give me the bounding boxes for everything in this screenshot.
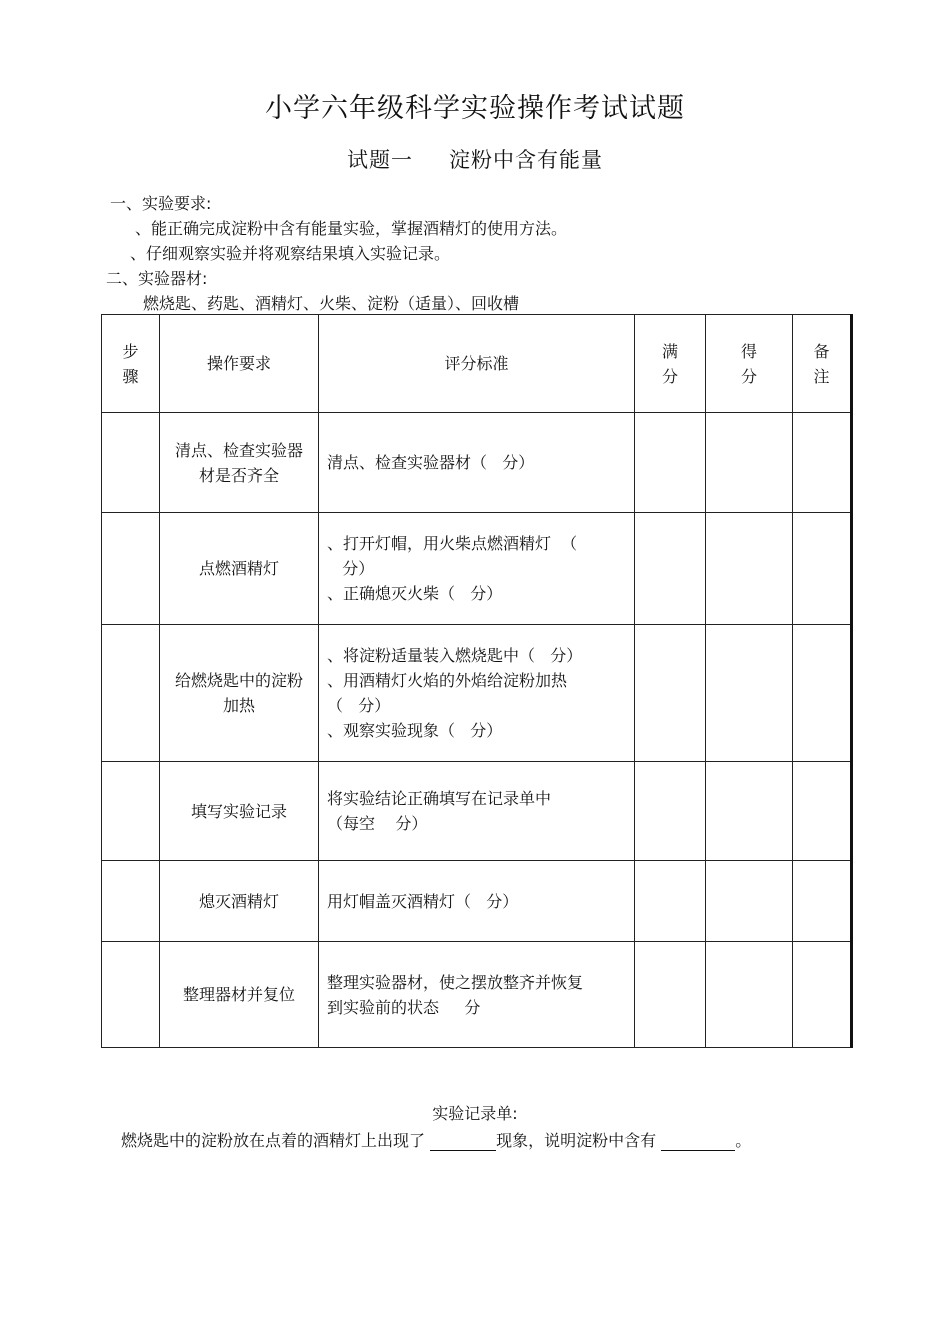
full-score-cell bbox=[635, 413, 706, 513]
score-cell[interactable] bbox=[706, 413, 793, 513]
criteria-cell: 整理实验器材，使之摆放整齐并恢复 到实验前的状态 分 bbox=[319, 942, 635, 1048]
note-cell[interactable] bbox=[793, 942, 852, 1048]
question-topic: 淀粉中含有能量 bbox=[449, 148, 603, 172]
materials-list: 燃烧匙、药匙、酒精灯、火柴、淀粉（适量）、回收槽 bbox=[143, 294, 520, 313]
table-row bbox=[102, 625, 852, 762]
operation-cell: 整理器材并复位 bbox=[160, 942, 319, 1048]
requirement-item-2: 、仔细观察实验并将观察结果填入实验记录。 bbox=[130, 244, 451, 263]
step-cell bbox=[102, 413, 160, 513]
step-cell bbox=[102, 513, 160, 625]
scoring-table bbox=[101, 314, 853, 1048]
table-header-row bbox=[102, 315, 852, 413]
exam-subtitle bbox=[0, 144, 950, 174]
header-operation: 操作要求 bbox=[160, 315, 319, 413]
record-blank-1[interactable] bbox=[430, 1132, 496, 1151]
record-text-1: 燃烧匙中的淀粉放在点着的酒精灯上出现了 bbox=[121, 1131, 426, 1150]
step-cell bbox=[102, 942, 160, 1048]
header-score: 得 分 bbox=[706, 315, 793, 413]
score-cell[interactable] bbox=[706, 942, 793, 1048]
operation-cell: 熄灭酒精灯 bbox=[160, 861, 319, 942]
record-text-2: 现象，说明淀粉中含有 bbox=[496, 1131, 657, 1150]
score-cell[interactable] bbox=[706, 513, 793, 625]
page-title: 小学六年级科学实验操作考试试题 bbox=[265, 93, 685, 124]
record-sheet-title: 实验记录单: bbox=[432, 1104, 518, 1123]
score-cell[interactable] bbox=[706, 625, 793, 762]
operation-cell: 清点、检查实验器材是否齐全 bbox=[160, 413, 319, 513]
table-row bbox=[102, 413, 852, 513]
table-row bbox=[102, 762, 852, 861]
record-blank-2[interactable] bbox=[661, 1132, 735, 1151]
table-row bbox=[102, 942, 852, 1048]
operation-cell: 填写实验记录 bbox=[160, 762, 319, 861]
question-number: 试题一 bbox=[347, 148, 413, 172]
full-score-cell bbox=[635, 861, 706, 942]
step-cell bbox=[102, 861, 160, 942]
step-cell bbox=[102, 762, 160, 861]
header-note: 备 注 bbox=[793, 315, 852, 413]
table-row bbox=[102, 513, 852, 625]
note-cell[interactable] bbox=[793, 861, 852, 942]
requirements-heading: 一、实验要求: bbox=[110, 194, 212, 213]
criteria-cell: 、打开灯帽，用火柴点燃酒精灯 （ 分） 、正确熄灭火柴（ 分） bbox=[319, 513, 635, 625]
header-full-score: 满 分 bbox=[635, 315, 706, 413]
score-cell[interactable] bbox=[706, 762, 793, 861]
note-cell[interactable] bbox=[793, 762, 852, 861]
header-step: 步 骤 bbox=[102, 315, 160, 413]
record-sentence bbox=[121, 1128, 751, 1151]
note-cell[interactable] bbox=[793, 413, 852, 513]
criteria-cell: 清点、检查实验器材（ 分） bbox=[319, 413, 635, 513]
operation-cell: 点燃酒精灯 bbox=[160, 513, 319, 625]
operation-cell: 给燃烧匙中的淀粉加热 bbox=[160, 625, 319, 762]
criteria-cell: 、将淀粉适量装入燃烧匙中（ 分） 、用酒精灯火焰的外焰给淀粉加热 （ 分） 、观察实验现象（ 分） bbox=[319, 625, 635, 762]
table-row bbox=[102, 861, 852, 942]
record-text-3: 。 bbox=[735, 1131, 752, 1150]
note-cell[interactable] bbox=[793, 625, 852, 762]
full-score-cell bbox=[635, 513, 706, 625]
full-score-cell bbox=[635, 625, 706, 762]
criteria-cell: 将实验结论正确填写在记录单中 （每空 分） bbox=[319, 762, 635, 861]
materials-heading: 二、实验器材: bbox=[106, 269, 208, 288]
full-score-cell bbox=[635, 762, 706, 861]
full-score-cell bbox=[635, 942, 706, 1048]
note-cell[interactable] bbox=[793, 513, 852, 625]
header-criteria: 评分标准 bbox=[319, 315, 635, 413]
criteria-cell: 用灯帽盖灭酒精灯（ 分） bbox=[319, 861, 635, 942]
score-cell[interactable] bbox=[706, 861, 793, 942]
requirement-item-1: 、能正确完成淀粉中含有能量实验，掌握酒精灯的使用方法。 bbox=[135, 219, 568, 238]
step-cell bbox=[102, 625, 160, 762]
